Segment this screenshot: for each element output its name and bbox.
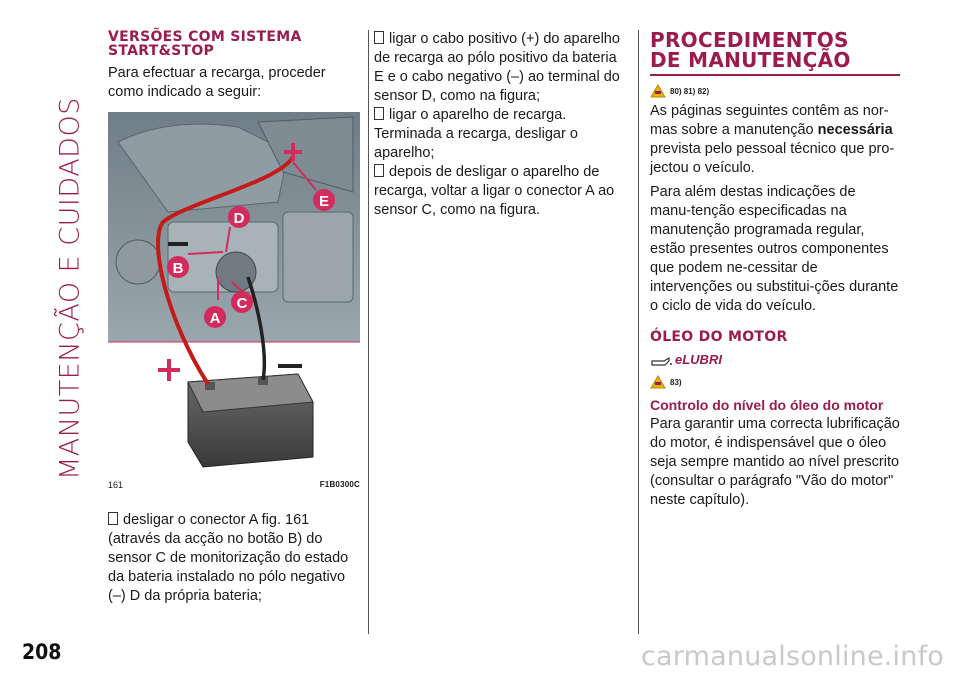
warning-icon: [650, 84, 666, 98]
paragraph: Para além destas indicações de manu-tenção especificadas na manutenção programada regular, estão presentes outros componentes que podem ne-cessitar de intervenções ou substitui-ções durante o ciclo de vida do veículo.: [650, 184, 899, 314]
column-divider: [638, 30, 639, 634]
svg-text:E: E: [318, 193, 330, 210]
subheading-oil-level: Controlo do nível do óleo do motor: [650, 397, 884, 413]
label-c: [231, 291, 253, 313]
svg-text:A: A: [209, 310, 221, 327]
section-heading-start-stop: VERSÕES COM SISTEMA START&STOP: [108, 29, 302, 59]
bullet-item: desligar o conector A fig. 161 (através da acção no botão B) do sensor C de monitorização do estado da bateria instalado no pólo negativo (–) D da própria bateria;: [108, 511, 360, 606]
warning-icon: [650, 375, 666, 389]
bullet-item: ligar o cabo positivo (+) do aparelho de recarga ao pólo positivo da bateria E e o cabo negativo (–) ao terminal do sensor D, como na figura;: [374, 30, 630, 106]
warning-reference: 83): [650, 375, 900, 389]
side-section-title: MANUTENÇÃO E CUIDADOS: [54, 97, 86, 480]
paragraph: Para garantir uma correcta lubrificação do motor, é indispensável que o óleo seja sempre mantido ao nível prescrito (consultar o parágrafo "Vão do motor" neste capítulo).: [650, 416, 900, 508]
figure-caption: [108, 480, 360, 490]
column-divider: [368, 30, 369, 634]
label-e: [313, 189, 335, 211]
column-2: [374, 30, 630, 220]
page-number: 208: [22, 640, 62, 664]
figure-161: [108, 112, 360, 495]
column-1: [108, 30, 360, 606]
intro-paragraph: Para efectuar a recarga, proceder como indicado a seguir:: [108, 65, 326, 100]
watermark: carmanualsonline.info: [641, 641, 944, 672]
section-heading-engine-oil: ÓLEO DO MOTOR: [650, 329, 788, 345]
paragraph: As páginas seguintes contêm as nor-mas sobre a manutenção necessária prevista pelo pessoal técnico que pro-jectou o veículo.: [650, 103, 895, 176]
bullet-item: depois de desligar o aparelho de recarga, voltar a ligar o conector A ao sensor C, como na figura.: [374, 163, 630, 220]
label-a: [204, 306, 226, 328]
section-heading-maintenance: PROCEDIMENTOS DE MANUTENÇÃO: [650, 28, 851, 72]
svg-text:C: C: [236, 295, 248, 312]
bullet-item: ligar o aparelho de recarga.: [374, 106, 630, 125]
figure-number: 161: [108, 480, 124, 490]
column-3: [650, 30, 900, 510]
svg-text:D: D: [233, 210, 245, 227]
heading-underline: [650, 74, 900, 76]
oil-logo: eLUBRI: [650, 352, 900, 367]
figure-code: F1B0300C: [319, 480, 360, 489]
paragraph: Terminada a recarga, desligar o aparelho;: [374, 126, 578, 161]
label-b: [167, 256, 189, 278]
oil-can-icon: [650, 353, 672, 367]
label-d: [228, 206, 250, 228]
svg-text:B: B: [172, 260, 184, 277]
battery-illustration: [108, 112, 360, 472]
warning-reference: 80) 81) 82): [650, 84, 900, 98]
